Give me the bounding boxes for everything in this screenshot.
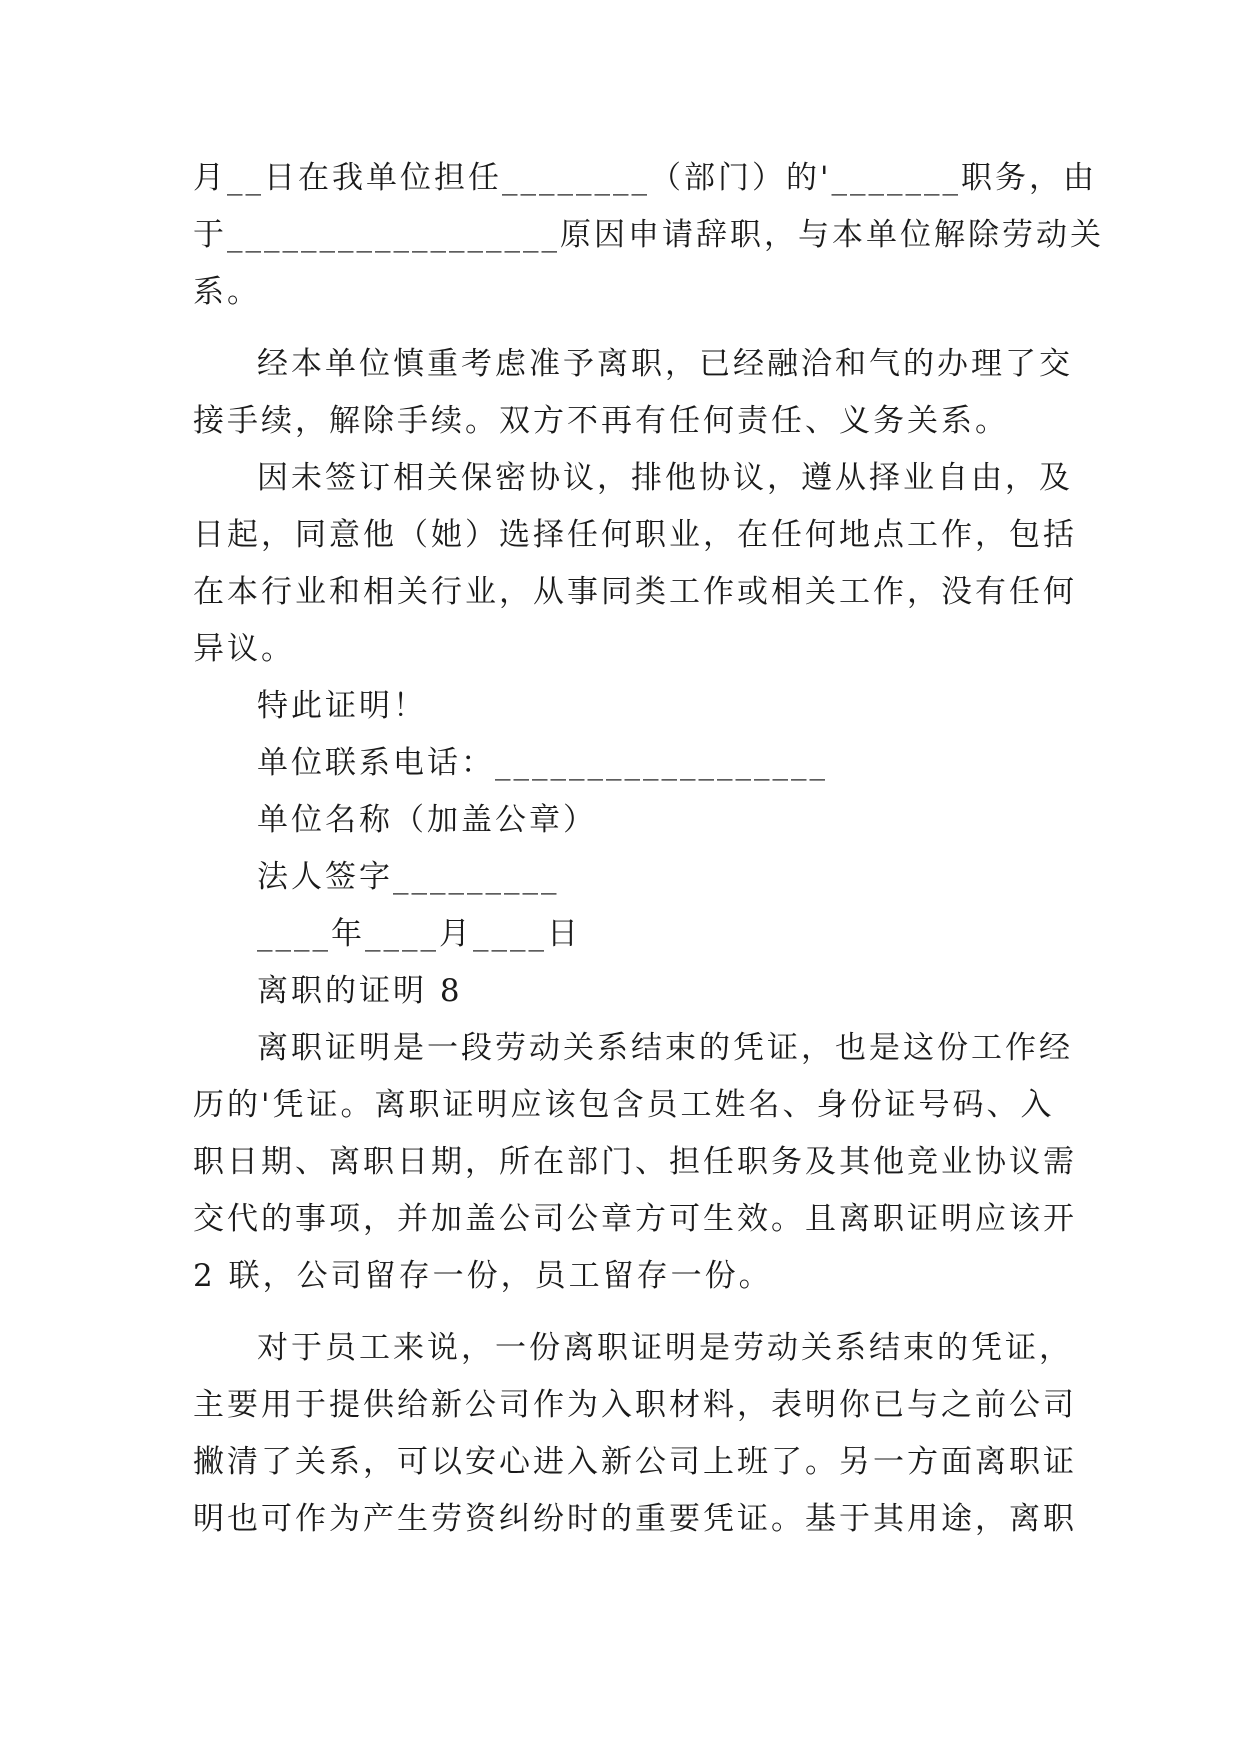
text-line: 法人签字_________ bbox=[257, 859, 560, 895]
text-line: 因未签订相关保密协议，排他协议，遵从择业自由，及 bbox=[257, 460, 1073, 496]
text-line: ____年____月____日 bbox=[257, 916, 581, 952]
text-line: 日起，同意他（她）选择任何职业，在任何地点工作，包括 bbox=[193, 517, 1077, 553]
text-line: 对于员工来说，一份离职证明是劳动关系结束的凭证， bbox=[257, 1330, 1073, 1366]
text-line: 接手续，解除手续。双方不再有任何责任、义务关系。 bbox=[193, 403, 1009, 439]
text-line: 明也可作为产生劳资纠纷时的重要凭证。基于其用途，离职 bbox=[193, 1501, 1077, 1537]
text-line: 特此证明！ bbox=[257, 688, 427, 724]
text-line: 于__________________原因申请辞职，与本单位解除劳动关 bbox=[193, 217, 1104, 253]
text-line: 在本行业和相关行业，从事同类工作或相关工作，没有任何 bbox=[193, 574, 1077, 610]
text-line: 系。 bbox=[193, 274, 261, 310]
text-line: 单位联系电话：__________________ bbox=[257, 745, 828, 781]
text-line: 单位名称（加盖公章） bbox=[257, 802, 597, 838]
text-line: 离职证明是一段劳动关系结束的凭证，也是这份工作经 bbox=[257, 1030, 1073, 1066]
section-heading: 离职的证明 8 bbox=[257, 973, 463, 1009]
text-line: 撇清了关系，可以安心进入新公司上班了。另一方面离职证 bbox=[193, 1444, 1077, 1480]
text-line: 主要用于提供给新公司作为入职材料，表明你已与之前公司 bbox=[193, 1387, 1077, 1423]
text-line: 历的'凭证。离职证明应该包含员工姓名、身份证号码、入 bbox=[193, 1087, 1055, 1123]
text-line: 2 联，公司留存一份，员工留存一份。 bbox=[193, 1258, 773, 1294]
text-line: 月__日在我单位担任________（部门）的'_______职务，由 bbox=[193, 160, 1098, 196]
text-line: 职日期、离职日期，所在部门、担任职务及其他竞业协议需 bbox=[193, 1144, 1077, 1180]
text-line: 交代的事项，并加盖公司公章方可生效。且离职证明应该开 bbox=[193, 1201, 1077, 1237]
text-line: 经本单位慎重考虑准予离职，已经融洽和气的办理了交 bbox=[257, 346, 1073, 382]
text-line: 异议。 bbox=[193, 631, 295, 667]
